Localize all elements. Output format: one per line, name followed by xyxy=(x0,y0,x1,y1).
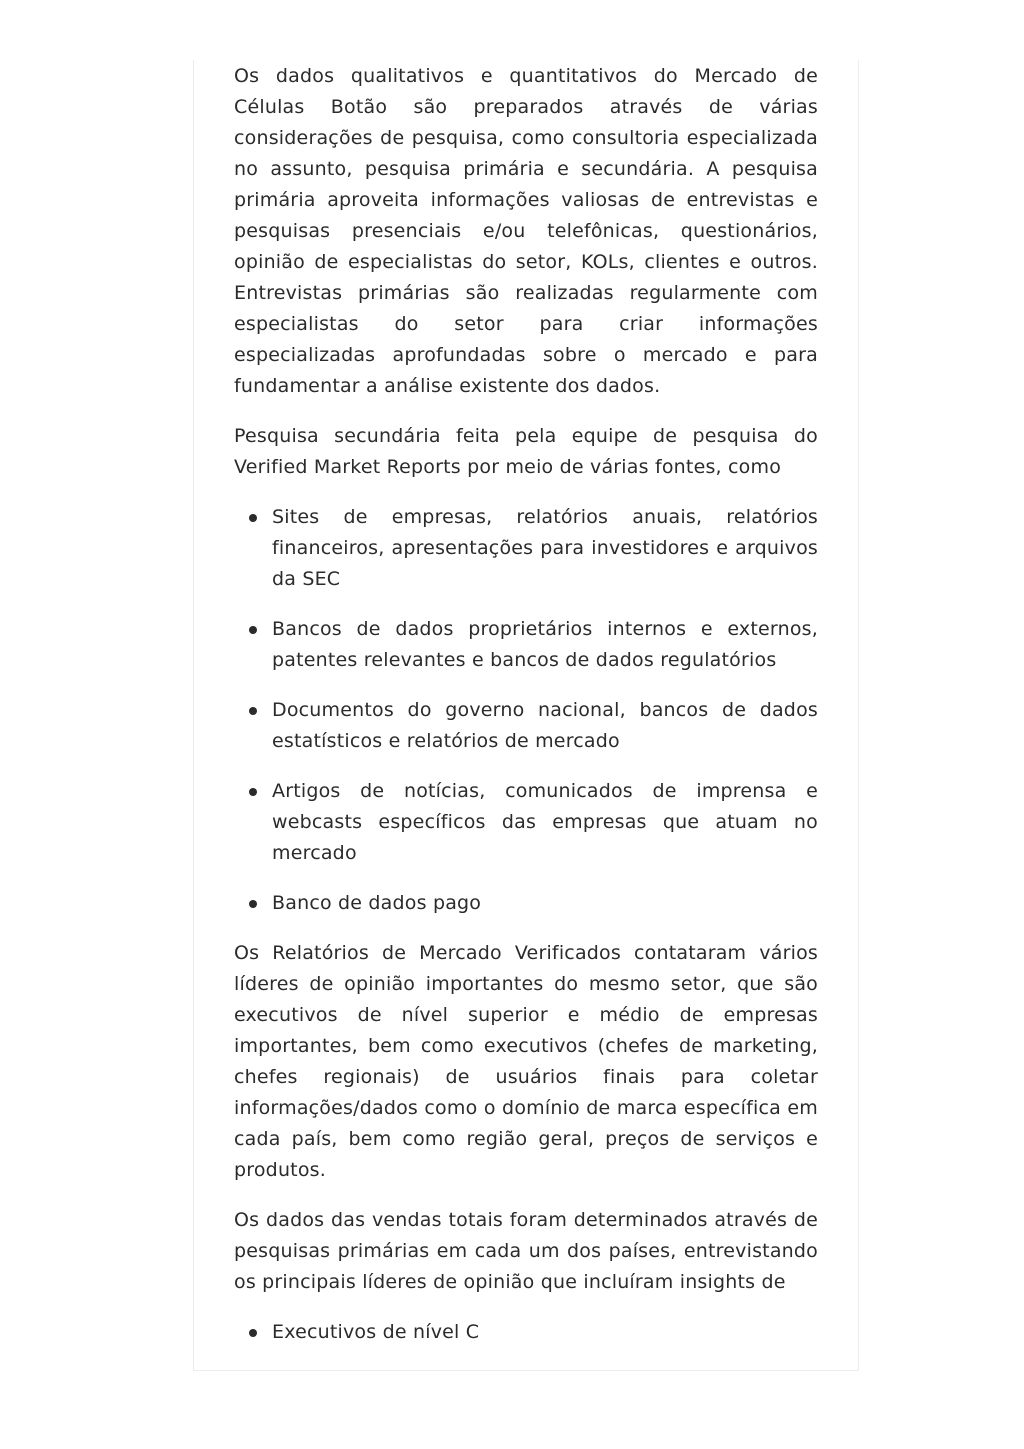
insights-list xyxy=(234,1317,818,1348)
bullet-icon xyxy=(249,1329,257,1337)
list-item-text: Sites de empresas, relatórios anuais, relatórios financeiros, apresentações para investidores e arquivos da SEC xyxy=(272,506,818,590)
list-item-text: Bancos de dados proprietários internos e externos, patentes relevantes e bancos de dados regulatórios xyxy=(272,618,818,671)
paragraph-total-sales: Os dados das vendas totais foram determinados através de pesquisas primárias em cada um dos países, entrevistando os principais líderes de opinião que incluíram insights de xyxy=(234,1209,818,1293)
list-item xyxy=(234,614,818,676)
bullet-icon xyxy=(249,900,257,908)
list-item xyxy=(234,502,818,595)
list-item xyxy=(234,776,818,869)
list-item-text: Documentos do governo nacional, bancos de dados estatísticos e relatórios de mercado xyxy=(272,699,818,752)
bullet-icon xyxy=(249,707,257,715)
bullet-icon xyxy=(249,788,257,796)
bullet-icon xyxy=(249,514,257,522)
list-item xyxy=(234,888,818,919)
paragraph-secondary-research: Pesquisa secundária feita pela equipe de pesquisa do Verified Market Reports por meio de várias fontes, como xyxy=(234,425,818,478)
list-item xyxy=(234,695,818,757)
list-item-text: Artigos de notícias, comunicados de imprensa e webcasts específicos das empresas que atuam no mercado xyxy=(272,780,818,864)
list-item xyxy=(234,1317,818,1348)
paragraph-key-opinion-leaders: Os Relatórios de Mercado Verificados contataram vários líderes de opinião importantes do mesmo setor, que são executivos de nível superior e médio de empresas importantes, bem como executivos (chefes de marketing, chefes regionais) de usuários finais para coletar informações/dados como o domínio de marca específica em cada país, bem como região geral, preços de serviços e produtos. xyxy=(234,942,818,1181)
article-body xyxy=(234,61,818,1367)
list-item-text: Executivos de nível C xyxy=(272,1321,480,1343)
paragraph-research-methodology: Os dados qualitativos e quantitativos do Mercado de Células Botão são preparados através de várias considerações de pesquisa, como consultoria especializada no assunto, pesquisa primária e secundária. A pesquisa primária aproveita informações valiosas de entrevistas e pesquisas presenciais e/ou telefônicas, questionários, opinião de especialistas do setor, KOLs, clientes e outros. Entrevistas primárias são realizadas regularmente com especialistas do setor para criar informações especializadas aprofundadas sobre o mercado e para fundamentar a análise existente dos dados. xyxy=(234,65,818,397)
list-item-text: Banco de dados pago xyxy=(272,892,482,914)
secondary-sources-list xyxy=(234,502,818,919)
bullet-icon xyxy=(249,626,257,634)
